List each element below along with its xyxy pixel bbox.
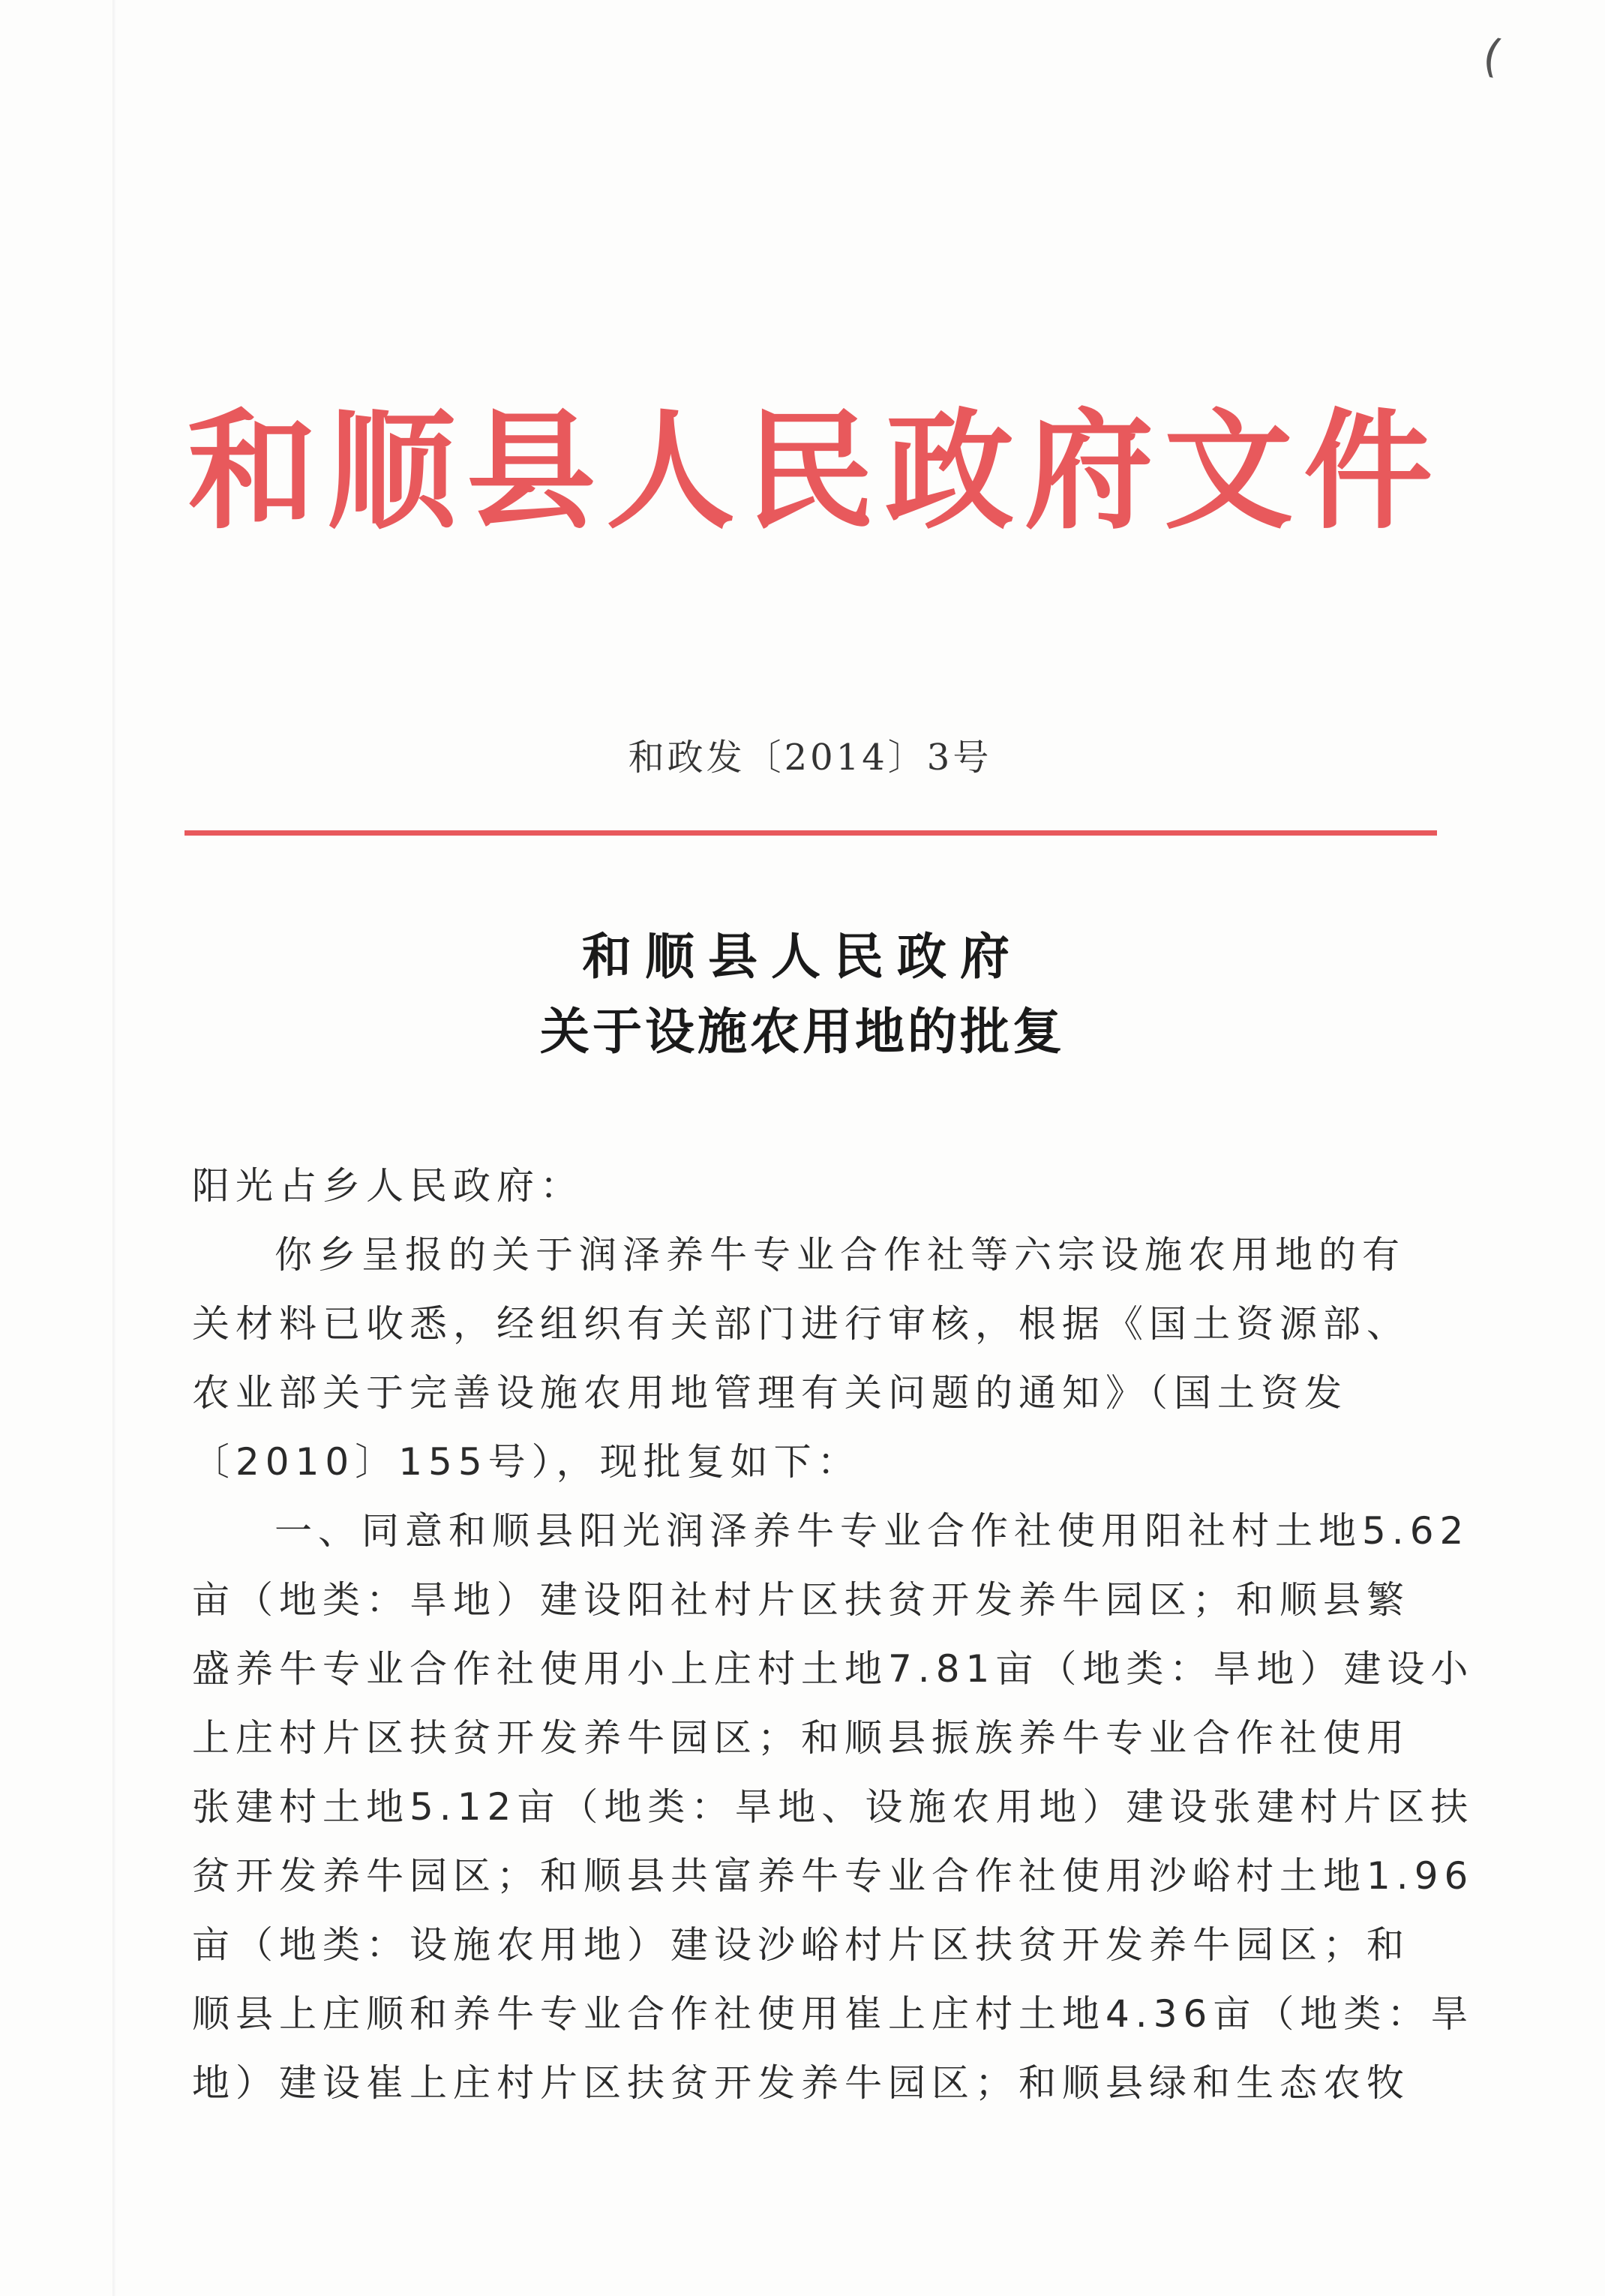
body-line: 张建村土地5.12亩（地类：旱地、设施农用地）建设张建村片区扶 (192, 1785, 1474, 1829)
body-line: 农业部关于完善设施农用地管理有关问题的通知》（国土资发 (192, 1371, 1348, 1415)
body-line: 一、同意和顺县阳光润泽养牛专业合作社使用阳社村土地5.62 (274, 1509, 1470, 1553)
masthead-title: 和顺县人民政府文件 (188, 395, 1443, 547)
corner-mark: ( (1478, 29, 1507, 84)
body-line: 上庄村片区扶贫开发养牛园区；和顺县振族养牛专业合作社使用 (192, 1716, 1410, 1760)
body-line: 贫开发养牛园区；和顺县共富养牛专业合作社使用沙峪村土地1.96 (192, 1854, 1474, 1898)
salutation: 阳光占乡人民政府： (192, 1164, 584, 1208)
red-divider-line (184, 830, 1437, 836)
body-line: 亩（地类：旱地）建设阳社村片区扶贫开发养牛园区；和顺县繁 (192, 1578, 1410, 1622)
body-line: 〔2010〕155号），现批复如下： (192, 1440, 861, 1484)
title-issuer: 和顺县人民政府 (582, 927, 1023, 986)
body-line: 关材料已收悉，经组织有关部门进行审核，根据《国土资源部、 (192, 1302, 1410, 1346)
scan-edge (112, 0, 116, 2296)
title-subject: 关于设施农用地的批复 (540, 1002, 1065, 1061)
body-line: 你乡呈报的关于润泽养牛专业合作社等六宗设施农用地的有 (274, 1233, 1406, 1277)
body-line: 顺县上庄顺和养牛专业合作社使用崔上庄村土地4.36亩（地类：旱 (192, 1992, 1474, 2036)
body-line: 盛养牛专业合作社使用小上庄村土地7.81亩（地类：旱地）建设小 (192, 1647, 1474, 1691)
body-line: 亩（地类：设施农用地）建设沙峪村片区扶贫开发养牛园区；和 (192, 1923, 1410, 1967)
document-number: 和政发〔2014〕3号 (628, 737, 992, 779)
body-line: 地）建设崔上庄村片区扶贫开发养牛园区；和顺县绿和生态农牧 (192, 2061, 1410, 2105)
